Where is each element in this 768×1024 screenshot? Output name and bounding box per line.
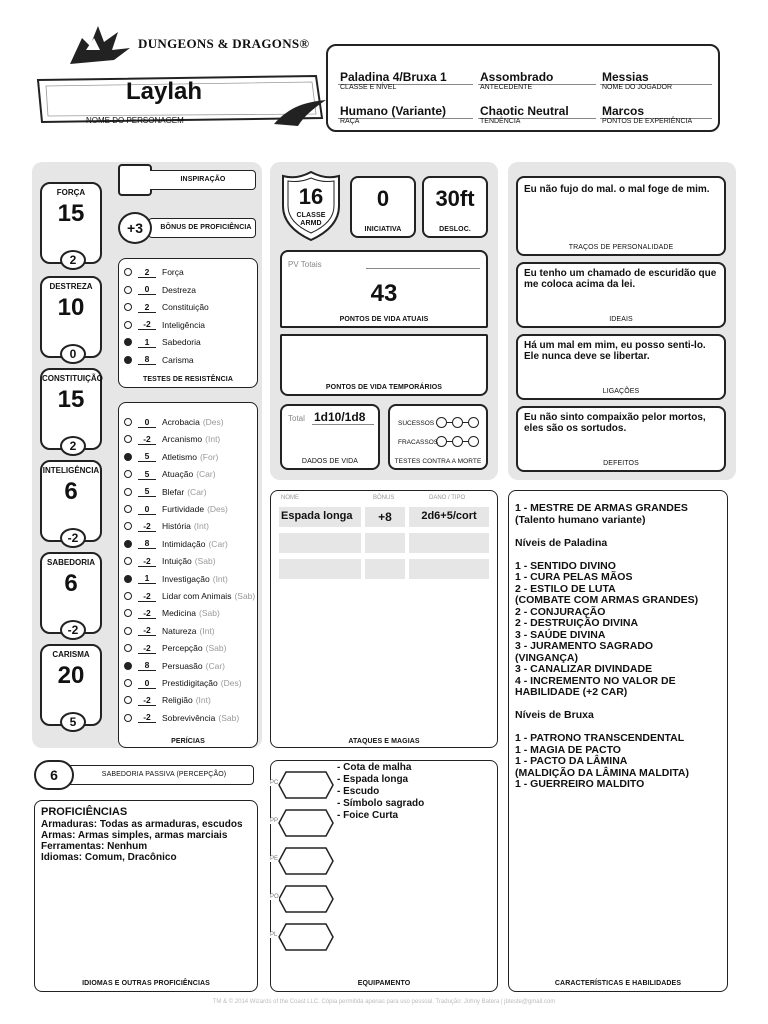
attack-row-empty[interactable] <box>409 559 489 579</box>
skill-attribute: (Car) <box>187 486 207 497</box>
proficiency-line: Armaduras: Todas as armaduras, escudos <box>41 819 243 830</box>
speed-value: 30ft <box>435 186 475 211</box>
skill-name: Percepção <box>162 643 203 654</box>
class-level-label: CLASSE E NÍVEL <box>340 84 397 91</box>
skill-name: Furtividade <box>162 504 205 514</box>
proficiency-dot[interactable] <box>124 557 132 565</box>
personality-traits-text: Eu não fujo do mal. o mal foge de mim. <box>524 184 710 195</box>
flaws-label: DEFEITOS <box>603 460 639 467</box>
initiative-label: INICIATIVA <box>364 226 402 233</box>
saving-throw-row[interactable] <box>124 335 201 349</box>
skill-row[interactable] <box>124 485 207 499</box>
saving-throw-name: Força <box>162 267 184 277</box>
skill-attribute: (For) <box>199 451 219 462</box>
dragon-icon <box>60 20 140 68</box>
feature-line: (VINGANÇA) <box>515 651 578 664</box>
alignment[interactable]: Chaotic Neutral <box>480 104 569 118</box>
skill-value: 5 <box>138 486 156 497</box>
flaws-text: Eu não sinto compaixão pelor mortos, eles são os sortudos. <box>524 412 706 434</box>
skill-row[interactable] <box>124 502 228 516</box>
proficiency-dot[interactable] <box>124 592 132 600</box>
saving-throw-name: Destreza <box>162 284 197 295</box>
current-hp-box[interactable] <box>280 250 488 328</box>
hit-dice-total: 1d10/1d8 <box>314 410 366 424</box>
skill-row[interactable] <box>124 659 225 673</box>
coin-label: PC <box>270 780 279 786</box>
proficiency-line: Ferramentas: Nenhum <box>41 841 148 852</box>
coin-label: PP <box>270 818 279 824</box>
coin-label: PO <box>270 894 279 900</box>
proficiency-dot[interactable] <box>124 303 132 311</box>
proficiency-dot[interactable] <box>124 679 132 687</box>
proficiency-dot[interactable] <box>124 662 132 670</box>
saving-throw-value: 1 <box>138 337 156 348</box>
character-info-box <box>326 44 720 132</box>
death-successes-checks[interactable] <box>436 417 480 429</box>
proficiency-dot[interactable] <box>124 356 132 364</box>
feature-line: Níveis de Paladina <box>515 536 608 549</box>
saving-throw-value: 2 <box>138 267 156 278</box>
attack-row-empty[interactable] <box>409 533 489 553</box>
equipment-item[interactable]: - Escudo <box>337 786 380 797</box>
skill-value: 0 <box>138 504 156 515</box>
skill-name: Sobrevivência <box>162 712 216 723</box>
skill-value: 5 <box>138 451 156 462</box>
skill-attribute: (Int) <box>212 573 228 584</box>
skill-attribute: (Sab) <box>199 608 220 619</box>
player-name[interactable]: Messias <box>602 70 649 84</box>
feature-line: 1 - MAGIA DE PACTO <box>515 743 621 756</box>
feature-line: 1 - PATRONO TRANSCENDENTAL <box>515 732 685 744</box>
ideals-box[interactable] <box>516 262 726 328</box>
hit-dice-total-label: Total <box>288 414 305 423</box>
proficiency-dot[interactable] <box>124 714 132 722</box>
passive-perception-box[interactable] <box>34 760 258 790</box>
skill-name: Arcanismo <box>162 434 203 445</box>
skill-attribute: (Sab) <box>234 591 256 601</box>
ability-intelligence[interactable]: INTELIGÊNCIA 6 -2 <box>40 460 102 542</box>
background-label: ANTECEDENTE <box>480 84 533 91</box>
feature-line: 1 - GUERREIRO MALDITO <box>515 778 645 790</box>
initiative-box[interactable] <box>350 176 416 238</box>
skill-value: -2 <box>138 643 156 654</box>
feature-line: 2 - CONJURAÇÃO <box>515 605 606 618</box>
speed-box[interactable] <box>422 176 488 238</box>
alignment-label: TENDÊNCIA <box>480 118 521 125</box>
skill-row[interactable] <box>124 537 228 551</box>
player-name-label: NOME DO JOGADOR <box>602 84 673 91</box>
feature-line: 3 - CANALIZAR DIVINDADE <box>515 663 653 675</box>
equipment-item[interactable]: - Cota de malha <box>337 762 412 773</box>
proficiency-line: Armas: Armas simples, armas marciais <box>41 830 228 841</box>
skill-value: -2 <box>138 712 156 723</box>
ability-dexterity[interactable]: DESTREZA 10 0 <box>40 276 102 358</box>
skill-row[interactable] <box>124 606 220 620</box>
saving-throw-row[interactable] <box>124 265 184 279</box>
skill-attribute: (Int) <box>205 434 221 445</box>
death-saves-label: TESTES CONTRA A MORTE <box>394 458 482 465</box>
skill-name: Prestidigitação <box>162 678 218 688</box>
skill-value: 0 <box>138 678 156 689</box>
skill-attribute: (Car) <box>196 469 216 480</box>
attack-damage-header: DANO / TIPO <box>429 495 466 501</box>
saving-throw-row[interactable] <box>124 318 205 332</box>
features-title: CARACTERÍSTICAS E HABILIDADES <box>554 980 682 987</box>
logo-text: DUNGEONS & DRAGONS® <box>138 36 310 51</box>
proficiency-bonus-label: BÔNUS DE PROFICIÊNCIA <box>160 224 252 231</box>
proficiency-line: Idiomas: Comum, Dracônico <box>41 852 177 863</box>
death-saves-box[interactable] <box>388 404 488 470</box>
ideals-label: IDEAIS <box>609 316 633 323</box>
feature-line: 4 - INCREMENTO NO VALOR DE <box>515 674 676 687</box>
skill-value: 8 <box>138 660 156 671</box>
skill-value: -2 <box>138 521 156 532</box>
skill-value: -2 <box>138 695 156 706</box>
attacks-title: ATAQUES E MAGIAS <box>348 738 420 745</box>
feature-line: 1 - PACTO DA LÂMINA <box>515 755 628 767</box>
attack-row-name[interactable]: Espada longa <box>279 507 361 527</box>
skill-row[interactable] <box>124 693 211 707</box>
skill-name: Blefar <box>162 486 185 497</box>
skill-attribute: (Car) <box>205 660 225 671</box>
equipment-item[interactable]: - Símbolo sagrado <box>337 798 425 809</box>
ability-modifier: -2 <box>60 620 86 640</box>
feature-line: HABILIDADE (+2 CAR) <box>515 686 628 698</box>
skill-name: Intimidação <box>162 538 206 549</box>
death-successes-label: SUCESSOS <box>398 420 435 427</box>
armor-class-value: 16 <box>298 184 324 209</box>
saving-throw-value: 0 <box>138 284 156 295</box>
ability-modifier: -2 <box>60 528 86 548</box>
skill-attribute: (Des) <box>220 678 242 688</box>
skill-attribute: (Sab) <box>205 643 227 654</box>
skill-row[interactable] <box>124 450 218 464</box>
skill-attribute: (Sab) <box>194 556 216 567</box>
saving-throw-row[interactable] <box>124 300 209 314</box>
bonds-text: Há um mal em mim, eu posso senti-lo. Ele nunca deve se libertar. <box>524 340 706 362</box>
experience-label: PONTOS DE EXPERIÊNCIA <box>602 118 693 125</box>
skill-name: Intuição <box>162 556 192 567</box>
initiative-value: 0 <box>376 186 390 211</box>
attack-name-header: NOME <box>281 495 299 501</box>
skill-row[interactable] <box>124 432 220 446</box>
coin-label: PE <box>270 856 279 862</box>
skill-row[interactable] <box>124 624 215 638</box>
max-hp-label: PV Totais <box>288 260 322 269</box>
proficiency-dot[interactable] <box>124 268 132 276</box>
feature-line <box>515 526 723 538</box>
skill-value: -2 <box>138 608 156 619</box>
passive-perception-value: 6 <box>34 760 74 790</box>
race[interactable]: Humano (Variante) <box>340 104 447 118</box>
armor-class-shield[interactable] <box>280 170 342 242</box>
proficiency-dot[interactable] <box>124 286 132 294</box>
attack-row-empty[interactable] <box>279 533 361 553</box>
ability-strength[interactable]: FORÇA 15 2 <box>40 182 102 264</box>
skill-attribute: (Sab) <box>218 712 240 723</box>
ability-constitution[interactable]: CONSTITUIÇÃO 15 2 <box>40 368 102 450</box>
skill-value: -2 <box>138 556 156 567</box>
inspiration-box[interactable] <box>118 164 258 196</box>
proficiency-dot[interactable] <box>124 627 132 635</box>
proficiency-dot[interactable] <box>124 644 132 652</box>
attack-row-empty[interactable] <box>365 559 405 579</box>
proficiency-dot[interactable] <box>124 522 132 530</box>
ability-wisdom[interactable]: SABEDORIA 6 -2 <box>40 552 102 634</box>
skill-attribute: (Des) <box>207 504 228 514</box>
saving-throw-row[interactable] <box>124 283 196 297</box>
saving-throw-row[interactable] <box>124 353 194 367</box>
attack-row-empty[interactable] <box>279 559 361 579</box>
skill-row[interactable] <box>124 415 224 429</box>
proficiency-dot[interactable] <box>124 696 132 704</box>
current-hp-value: 43 <box>370 280 398 307</box>
proficiencies-box[interactable] <box>34 800 258 992</box>
feature-line: 1 - SENTIDO DIVINO <box>515 559 616 572</box>
skill-attribute: (Int) <box>195 695 211 706</box>
features-box[interactable] <box>508 490 728 992</box>
proficiency-dot[interactable] <box>124 435 132 443</box>
saving-throw-name: Carisma <box>162 354 194 365</box>
skill-name: Atuação <box>162 469 194 480</box>
passive-perception-label: SABEDORIA PASSIVA (PERCEPÇÃO) <box>101 771 227 778</box>
current-hp-label: PONTOS DE VIDA ATUAIS <box>339 316 429 323</box>
coin-label: PL <box>270 932 278 938</box>
feature-line: 1 - MESTRE DE ARMAS GRANDES <box>515 502 688 514</box>
skill-name: Acrobacia <box>162 417 200 427</box>
saving-throws-title: TESTES DE RESISTÊNCIA <box>142 376 233 383</box>
death-failures-checks[interactable] <box>436 436 480 448</box>
skills-title: PERÍCIAS <box>171 738 205 745</box>
ability-modifier: 2 <box>60 436 86 456</box>
bonds-box[interactable] <box>516 334 726 400</box>
temp-hp-box[interactable] <box>280 334 488 396</box>
skill-value: 0 <box>138 417 156 428</box>
feature-line: Níveis de Bruxa <box>515 709 594 721</box>
feature-line: 3 - SAÚDE DIVINA <box>515 628 606 641</box>
bonds-label: LIGAÇÕES <box>602 388 640 395</box>
proficiency-dot[interactable] <box>124 470 132 478</box>
equipment-title: EQUIPAMENTO <box>357 980 411 987</box>
skill-row[interactable] <box>124 711 239 725</box>
inspiration-label: INSPIRAÇÃO <box>180 176 226 183</box>
saving-throw-value: 8 <box>138 354 156 365</box>
attacks-box[interactable] <box>270 490 498 748</box>
death-failures-label: FRACASSOS <box>398 439 439 446</box>
experience[interactable]: Marcos <box>602 104 645 118</box>
skill-row[interactable] <box>124 676 242 690</box>
personality-traits-box[interactable] <box>516 176 726 256</box>
attack-row-damage[interactable]: 2d6+5/cort <box>409 507 489 527</box>
skill-row[interactable] <box>124 589 255 603</box>
attack-row-empty[interactable] <box>365 533 405 553</box>
hit-dice-label: DADOS DE VIDA <box>301 458 359 465</box>
feature-line: (COMBATE COM ARMAS GRANDES) <box>515 594 699 606</box>
saving-throw-value: 2 <box>138 302 156 313</box>
coin-field[interactable] <box>270 884 334 914</box>
skill-attribute: (Int) <box>199 625 215 636</box>
skill-name: Medicina <box>162 608 197 619</box>
proficiency-dot[interactable] <box>124 488 132 496</box>
skill-value: 8 <box>138 538 156 549</box>
saving-throw-value: -2 <box>138 319 156 330</box>
proficiency-dot[interactable] <box>124 418 132 426</box>
skill-attribute: (Car) <box>208 538 228 549</box>
saving-throw-name: Inteligência <box>162 319 206 330</box>
ideals-text: Eu tenho um chamado de escuridão que me coloca acima da lei. <box>524 268 717 290</box>
flaws-box[interactable] <box>516 406 726 472</box>
attack-bonus-header: BÔNUS <box>373 495 395 501</box>
footer-copyright: TM & © 2014 Wizards of the Coast LLC. Cópia permitida apenas para uso pessoal. Tradução: Johny Batera | jbteste@gmail.com <box>212 999 556 1005</box>
coin-field[interactable] <box>270 770 334 800</box>
proficiencies-title: IDIOMAS E OUTRAS PROFICIÊNCIAS <box>82 980 210 987</box>
skill-name: Lidar com Animais <box>162 591 232 601</box>
proficiency-bonus-value: +3 <box>118 212 152 244</box>
skill-value: 5 <box>138 469 156 480</box>
skill-attribute: (Int) <box>193 521 209 532</box>
feature-line: 1 - CURA PELAS MÃOS <box>515 571 633 583</box>
proficiency-dot[interactable] <box>124 609 132 617</box>
proficiency-bonus-box[interactable] <box>118 212 258 244</box>
ability-modifier: 5 <box>60 712 86 732</box>
attack-row-bonus[interactable]: +8 <box>365 507 405 527</box>
skill-name: Religião <box>162 695 193 706</box>
skill-row[interactable] <box>124 641 226 655</box>
skill-row[interactable] <box>124 554 216 568</box>
proficiency-dot[interactable] <box>124 540 132 548</box>
dnd-logo <box>60 20 330 68</box>
saving-throw-name: Sabedoria <box>162 337 201 347</box>
skill-value: -2 <box>138 591 156 602</box>
skill-row[interactable] <box>124 572 228 586</box>
feature-line: (Talento humano variante) <box>515 513 646 526</box>
speed-label: DESLOC. <box>439 226 471 233</box>
coin-field[interactable] <box>270 808 334 838</box>
character-name-label: NOME DO PERSONAGEM <box>86 116 184 125</box>
proficiency-dot[interactable] <box>124 321 132 329</box>
skill-row[interactable] <box>124 467 216 481</box>
ability-charisma[interactable]: CARISMA 20 5 <box>40 644 102 726</box>
temp-hp-label: PONTOS DE VIDA TEMPORÁRIOS <box>325 384 443 391</box>
skill-row[interactable] <box>124 519 209 533</box>
skill-value: -2 <box>138 434 156 445</box>
class-level[interactable]: Paladina 4/Bruxa 1 <box>340 70 447 84</box>
feature-line: 2 - ESTILO DE LUTA <box>515 582 616 595</box>
equipment-item[interactable]: - Foice Curta <box>337 810 399 821</box>
skill-value: 1 <box>138 573 156 584</box>
dragon-tail-icon <box>270 96 330 130</box>
proficiency-dot[interactable] <box>124 338 132 346</box>
coin-field[interactable] <box>270 846 334 876</box>
skill-name: Natureza <box>162 625 197 636</box>
coin-field[interactable] <box>270 922 334 952</box>
feature-line: 3 - JURAMENTO SAGRADO <box>515 640 654 652</box>
race-label: RAÇA <box>340 118 360 125</box>
proficiencies-heading: PROFICIÊNCIAS <box>41 806 128 818</box>
personality-traits-label: TRAÇOS DE PERSONALIDADE <box>568 244 674 251</box>
proficiency-dot[interactable] <box>124 575 132 583</box>
skill-value: -2 <box>138 625 156 636</box>
feature-line: (MALDIÇÃO DA LÂMINA MALDITA) <box>515 766 689 779</box>
feature-line: 2 - DESTRUIÇÃO DIVINA <box>515 617 639 629</box>
background[interactable]: Assombrado <box>480 70 554 84</box>
character-name[interactable]: Laylah <box>126 78 203 105</box>
armor-class-label: CLASSE ARMD <box>296 212 326 227</box>
ability-modifier: 2 <box>60 250 86 270</box>
feature-line <box>515 549 723 561</box>
proficiency-dot[interactable] <box>124 453 132 461</box>
ability-modifier: 0 <box>60 344 86 364</box>
hit-dice-box[interactable] <box>280 404 380 470</box>
skill-name: História <box>162 521 191 532</box>
skill-attribute: (Des) <box>202 417 224 427</box>
saving-throw-name: Constituição <box>162 302 209 312</box>
skill-name: Persuasão <box>162 660 203 671</box>
proficiency-dot[interactable] <box>124 505 132 513</box>
equipment-item[interactable]: - Espada longa <box>337 774 409 785</box>
skill-name: Investigação <box>162 573 210 584</box>
skill-name: Atletismo <box>162 451 197 462</box>
